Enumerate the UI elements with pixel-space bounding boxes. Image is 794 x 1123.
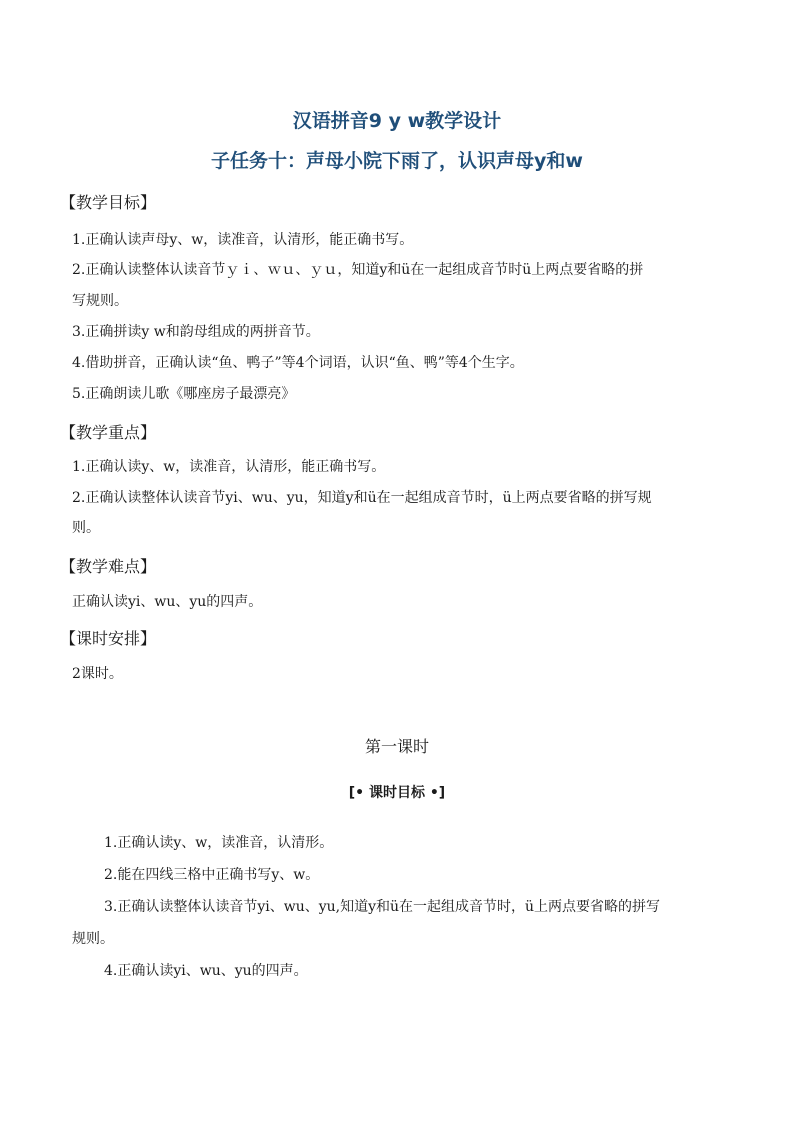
schedule-item: 2课时。 [72, 666, 123, 682]
section-heading-key: 【教学重点】 [60, 423, 157, 442]
document-title: 汉语拼音9 y w教学设计 [292, 110, 502, 132]
document-subtitle: 子任务十：声母小院下雨了，认识声母y和w [211, 150, 583, 172]
goal-item: 2.正确认读整体认读音节ｙｉ、ｗｕ、ｙｕ，知道y和ü在一起组成音节时ü上两点要省略的拼 [72, 262, 644, 278]
lesson-goal-item: 4.正确认读yi、wu、yu的四声。 [104, 963, 308, 979]
section-heading-difficult: 【教学难点】 [60, 557, 157, 576]
section-heading-schedule: 【课时安排】 [60, 629, 157, 648]
lesson-title: 第一课时 [364, 737, 429, 756]
difficult-item: 正确认读yi、wu、yu的四声。 [72, 594, 263, 610]
goal-item: 3.正确拼读y w和韵母组成的两拼音节。 [72, 324, 320, 340]
goal-item: 5.正确朗读儿歌《哪座房子最漂亮》 [72, 386, 296, 402]
lesson-goal-item: 1.正确认读y、w，读准音，认清形。 [104, 835, 334, 851]
key-item: 2.正确认读整体认读音节yi、wu、yu，知道y和ü在一起组成音节时，ü上两点要省略的拼写规 [72, 490, 652, 506]
lesson-subheading: [• 课时目标 •] [348, 785, 446, 801]
goal-item: 4.借助拼音，正确认读“鱼、鸭子”等4个词语，认识“鱼、鸭”等4个生字。 [72, 355, 524, 371]
section-heading-goals: 【教学目标】 [60, 193, 157, 212]
lesson-goal-item: 2.能在四线三格中正确书写y、w。 [104, 867, 320, 883]
lesson-goal-item: 3.正确认读整体认读音节yi、wu、yu,知道y和ü在一起组成音节时，ü上两点要省略的拼写 [104, 899, 661, 915]
goal-item: 写规则。 [72, 293, 128, 309]
key-item: 则。 [72, 520, 100, 536]
lesson-goal-item: 规则。 [72, 931, 114, 947]
goal-item: 1.正确认读声母y、w，读准音，认清形，能正确书写。 [72, 232, 414, 248]
key-item: 1.正确认读y、w，读准音，认清形，能正确书写。 [72, 459, 386, 475]
